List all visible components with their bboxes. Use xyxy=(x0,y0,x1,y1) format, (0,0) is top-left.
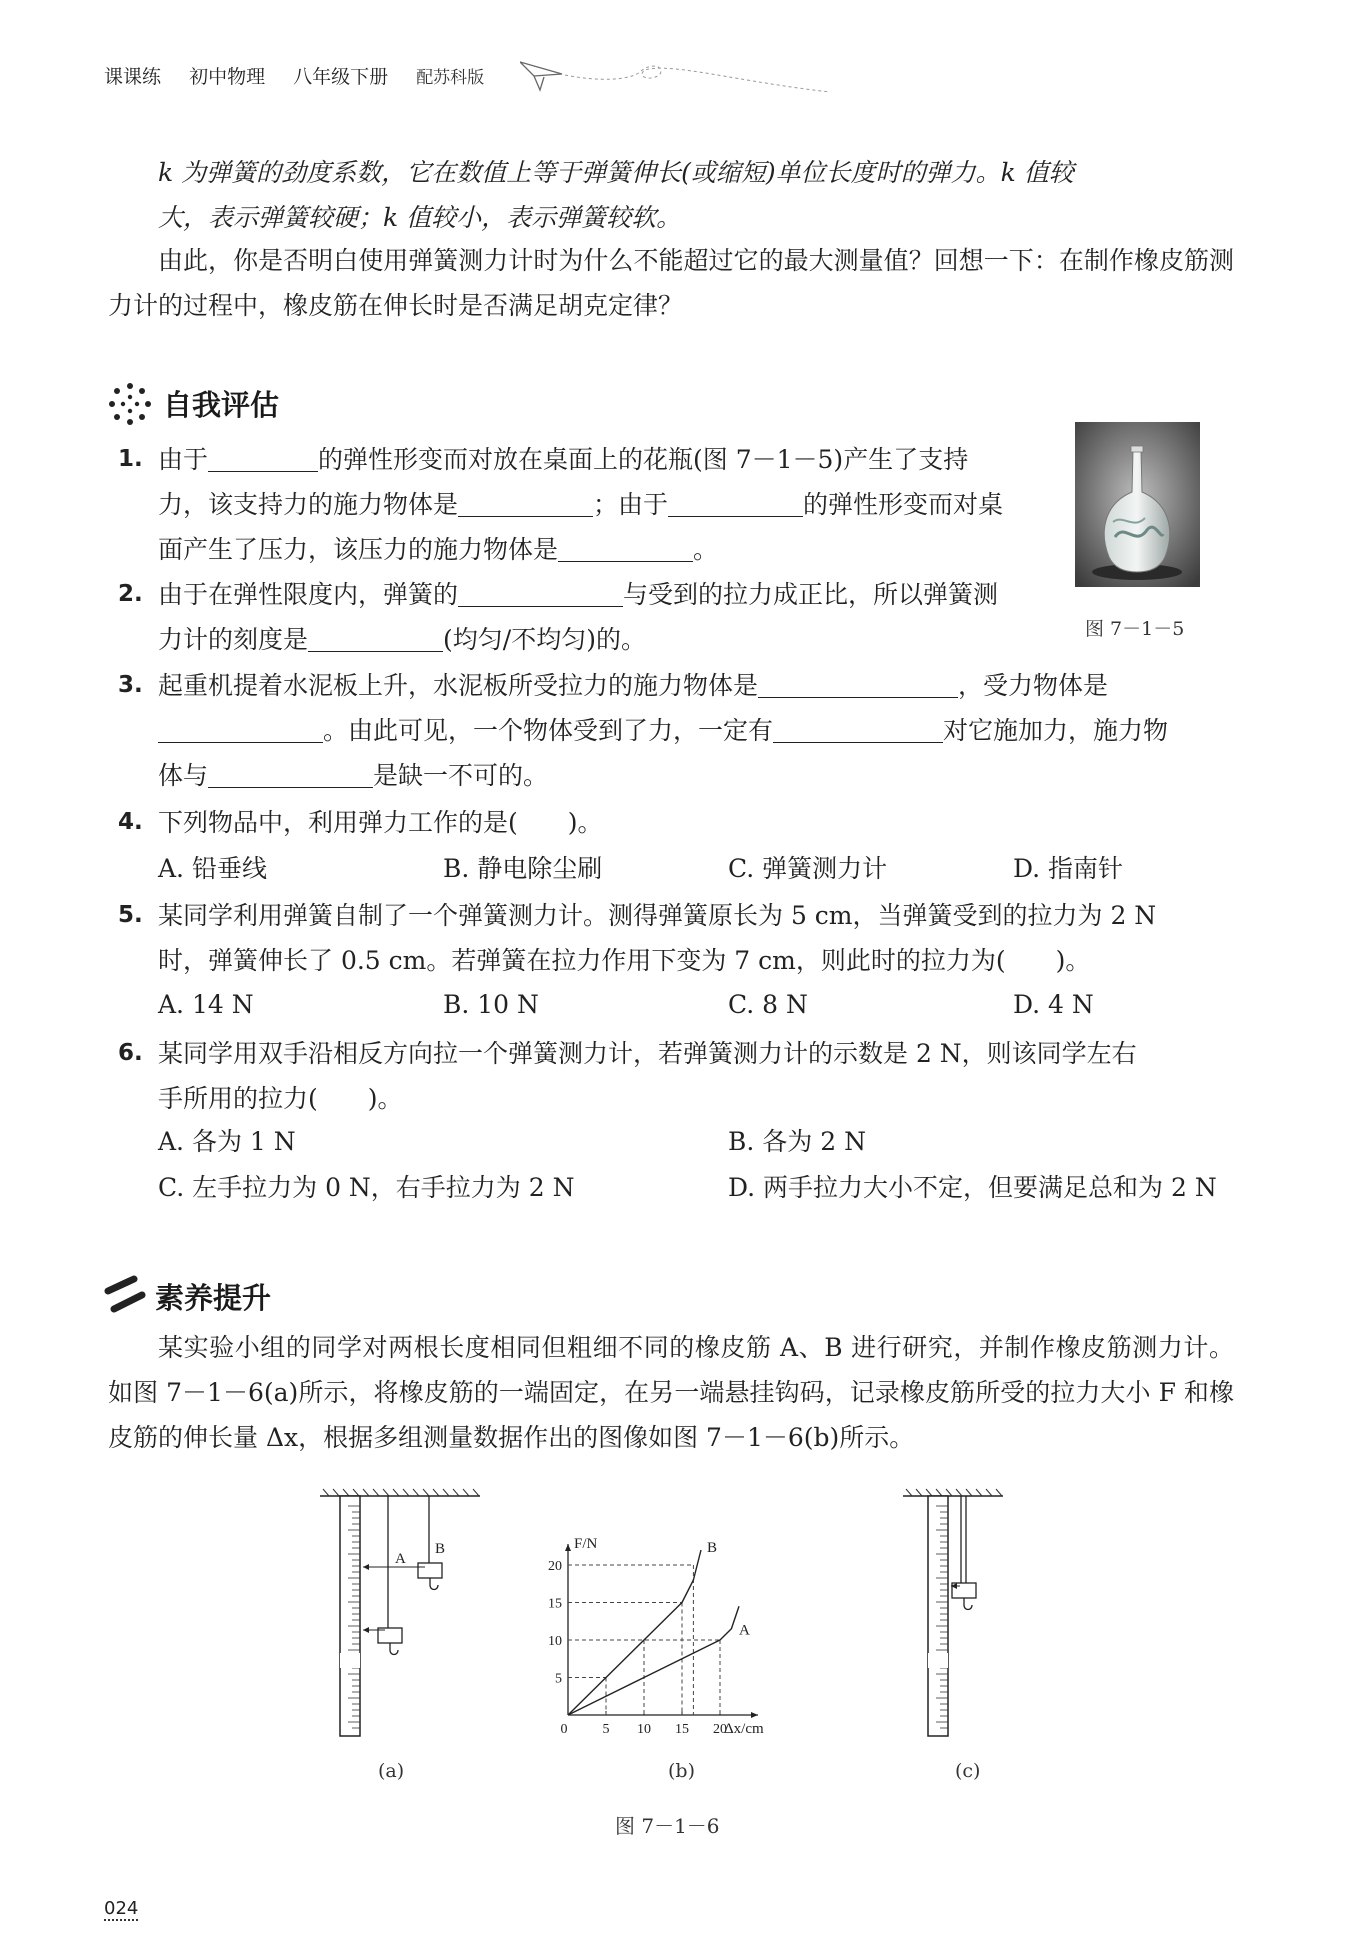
x-tick-label: 10 xyxy=(637,1722,651,1737)
figure-a-rubber-bands xyxy=(315,1488,485,1738)
figure-7-1-5-caption: 图 7－1－5 xyxy=(1085,618,1185,640)
x-axis-arrow xyxy=(751,1712,758,1718)
q3-text-a: 起重机提着水泥板上升，水泥板所受拉力的施力物体是 xyxy=(158,671,759,700)
x-tick-label: 15 xyxy=(675,1722,689,1737)
q2-text-c: 力计的刻度是 xyxy=(158,625,309,654)
question-number: 3. xyxy=(118,672,143,698)
q5-option-c[interactable]: C. 8 N xyxy=(728,990,808,1019)
x-axis-label: Δx/cm xyxy=(724,1721,764,1737)
q1-blank-4[interactable] xyxy=(558,531,693,562)
page-number: 024 xyxy=(104,1898,139,1919)
series-label-A: A xyxy=(739,1622,750,1639)
intro-line-1: k 为弹簧的劲度系数，它在数值上等于弹簧伸长(或缩短)单位长度时的弹力。k 值较 xyxy=(158,158,1074,187)
series-label-B: B xyxy=(707,1540,718,1556)
y-axis-label: F/N xyxy=(574,1536,598,1552)
intro-paragraph-2: 由此，你是否明白使用弹簧测力计时为什么不能超过它的最大测量值？回想一下：在制作橡皮筋测力计的过程中，橡皮筋在伸长时是否满足胡克定律？ xyxy=(108,246,1234,320)
figure-c-label: (c) xyxy=(955,1760,981,1782)
q2-blank-2[interactable] xyxy=(308,621,443,652)
question-5 xyxy=(118,893,1248,983)
header-brand: 课课练 xyxy=(104,66,162,88)
q1-blank-2[interactable] xyxy=(458,486,593,517)
q2-text-a: 由于在弹性限度内，弹簧的 xyxy=(158,580,459,609)
question-number: 1. xyxy=(118,446,143,472)
q6-option-c[interactable]: C. 左手拉力为 0 N，右手拉力为 2 N xyxy=(158,1173,575,1202)
q4-option-c[interactable]: C. 弹簧测力计 xyxy=(728,854,888,883)
x-tick-label: 5 xyxy=(602,1722,610,1737)
q3-text-d: 对它施加力，施力物 xyxy=(943,716,1169,745)
question-number: 2. xyxy=(118,581,143,607)
question-4 xyxy=(118,800,1248,845)
q3-text-e: 体与 xyxy=(158,761,209,790)
series-line-A xyxy=(568,1606,739,1715)
q1-text-d: ；由于 xyxy=(593,490,669,519)
q3-blank-3[interactable] xyxy=(773,712,943,743)
q5-option-a[interactable]: A. 14 N xyxy=(158,990,254,1019)
question-1 xyxy=(118,437,1068,572)
q4-option-b[interactable]: B. 静电除尘刷 xyxy=(443,854,603,883)
series-line-B xyxy=(568,1550,701,1715)
section-title-literacy: 素养提升 xyxy=(155,1281,272,1315)
band-label-a: A xyxy=(395,1551,406,1567)
header-subject: 初中物理 xyxy=(189,66,266,88)
intro-line-2: 大，表示弹簧较硬；k 值较小，表示弹簧较软。 xyxy=(158,203,682,232)
origin-label: 0 xyxy=(560,1722,568,1737)
q3-text-b: ，受力物体是 xyxy=(958,671,1109,700)
q2-blank-1[interactable] xyxy=(458,576,623,607)
q6-option-a[interactable]: A. 各为 1 N xyxy=(158,1127,296,1156)
q4-option-a[interactable]: A. 铅垂线 xyxy=(158,854,267,883)
q1-text-b: 的弹性形变而对放在桌面上的花瓶(图 7－1－5)产生了支持 xyxy=(318,445,969,474)
question-number: 6. xyxy=(118,1040,143,1066)
q6-line-1: 某同学用双手沿相反方向拉一个弹簧测力计，若弹簧测力计的示数是 2 N，则该同学左右 xyxy=(158,1039,1137,1068)
q6-option-d[interactable]: D. 两手拉力大小不定，但要满足总和为 2 N xyxy=(728,1173,1217,1202)
q1-text-c: 力，该支持力的施力物体是 xyxy=(158,490,459,519)
paper-plane-icon xyxy=(520,52,850,102)
header-grade: 八年级下册 xyxy=(293,66,389,88)
dots-cluster-icon xyxy=(108,382,152,426)
running-header xyxy=(104,62,506,89)
figure-b-label: (b) xyxy=(668,1760,695,1782)
section2-paragraph: 某实验小组的同学对两根长度相同但粗细不同的橡皮筋 A、B 进行研究，并制作橡皮筋测力计。如图 7－1－6(a)所示，将橡皮筋的一端固定，在另一端悬挂钩码，记录橡皮筋所受的拉力大小 F 和橡皮筋的伸长量 Δx，根据多组测量数据作出的图像如图 7－1－6(b)所示。 xyxy=(108,1333,1234,1452)
q4-text: 下列物品中，利用弹力工作的是( )。 xyxy=(158,808,603,837)
y-axis-arrow xyxy=(565,1544,571,1551)
q5-option-d[interactable]: D. 4 N xyxy=(1013,990,1094,1019)
band-label-b: B xyxy=(435,1541,446,1557)
q3-text-f: 是缺一不可的。 xyxy=(373,761,549,790)
header-edition: 配苏科版 xyxy=(416,68,485,88)
q3-text-c: 。由此可见，一个物体受到了力，一定有 xyxy=(323,716,774,745)
q6-line-2: 手所用的拉力( )。 xyxy=(158,1084,403,1113)
q3-blank-4[interactable] xyxy=(208,757,373,788)
y-tick-label: 20 xyxy=(548,1559,562,1574)
question-6 xyxy=(118,1031,1248,1121)
q1-text-a: 由于 xyxy=(158,445,209,474)
question-number: 5. xyxy=(118,902,143,928)
y-tick-label: 10 xyxy=(548,1634,562,1649)
q3-blank-1[interactable] xyxy=(758,667,958,698)
y-tick-label: 15 xyxy=(548,1596,562,1612)
double-slash-icon xyxy=(104,1275,146,1315)
q3-blank-2[interactable] xyxy=(158,712,323,743)
x-tick-label: 20 xyxy=(713,1722,727,1737)
q1-blank-3[interactable] xyxy=(668,486,803,517)
section-title-self-assessment: 自我评估 xyxy=(163,388,280,422)
q5-line-1: 某同学利用弹簧自制了一个弹簧测力计。测得弹簧原长为 5 cm，当弹簧受到的拉力为 2 N xyxy=(158,901,1157,930)
question-2 xyxy=(118,572,1068,662)
q1-text-e: 的弹性形变而对桌 xyxy=(803,490,1004,519)
question-3 xyxy=(118,663,1248,798)
q6-option-b[interactable]: B. 各为 2 N xyxy=(728,1127,866,1156)
q1-text-f: 面产生了压力，该压力的施力物体是 xyxy=(158,535,559,564)
y-tick-label: 5 xyxy=(555,1671,562,1687)
question-number: 4. xyxy=(118,809,143,835)
figure-b-chart xyxy=(520,1505,850,1745)
q1-text-g: 。 xyxy=(693,535,719,564)
q1-blank-1[interactable] xyxy=(208,441,318,472)
q2-text-d: (均匀/不均匀)的。 xyxy=(443,625,646,654)
figure-7-1-6-caption: 图 7－1－6 xyxy=(615,1814,720,1838)
q4-option-d[interactable]: D. 指南针 xyxy=(1013,854,1124,883)
figure-c-rubber-band xyxy=(898,1488,1008,1738)
figure-a-label: (a) xyxy=(378,1760,405,1782)
q5-option-b[interactable]: B. 10 N xyxy=(443,990,539,1019)
q2-text-b: 与受到的拉力成正比，所以弹簧测 xyxy=(623,580,999,609)
q5-line-2: 时，弹簧伸长了 0.5 cm。若弹簧在拉力作用下变为 7 cm，则此时的拉力为( )。 xyxy=(158,946,1091,975)
vase-photo xyxy=(1075,422,1200,587)
